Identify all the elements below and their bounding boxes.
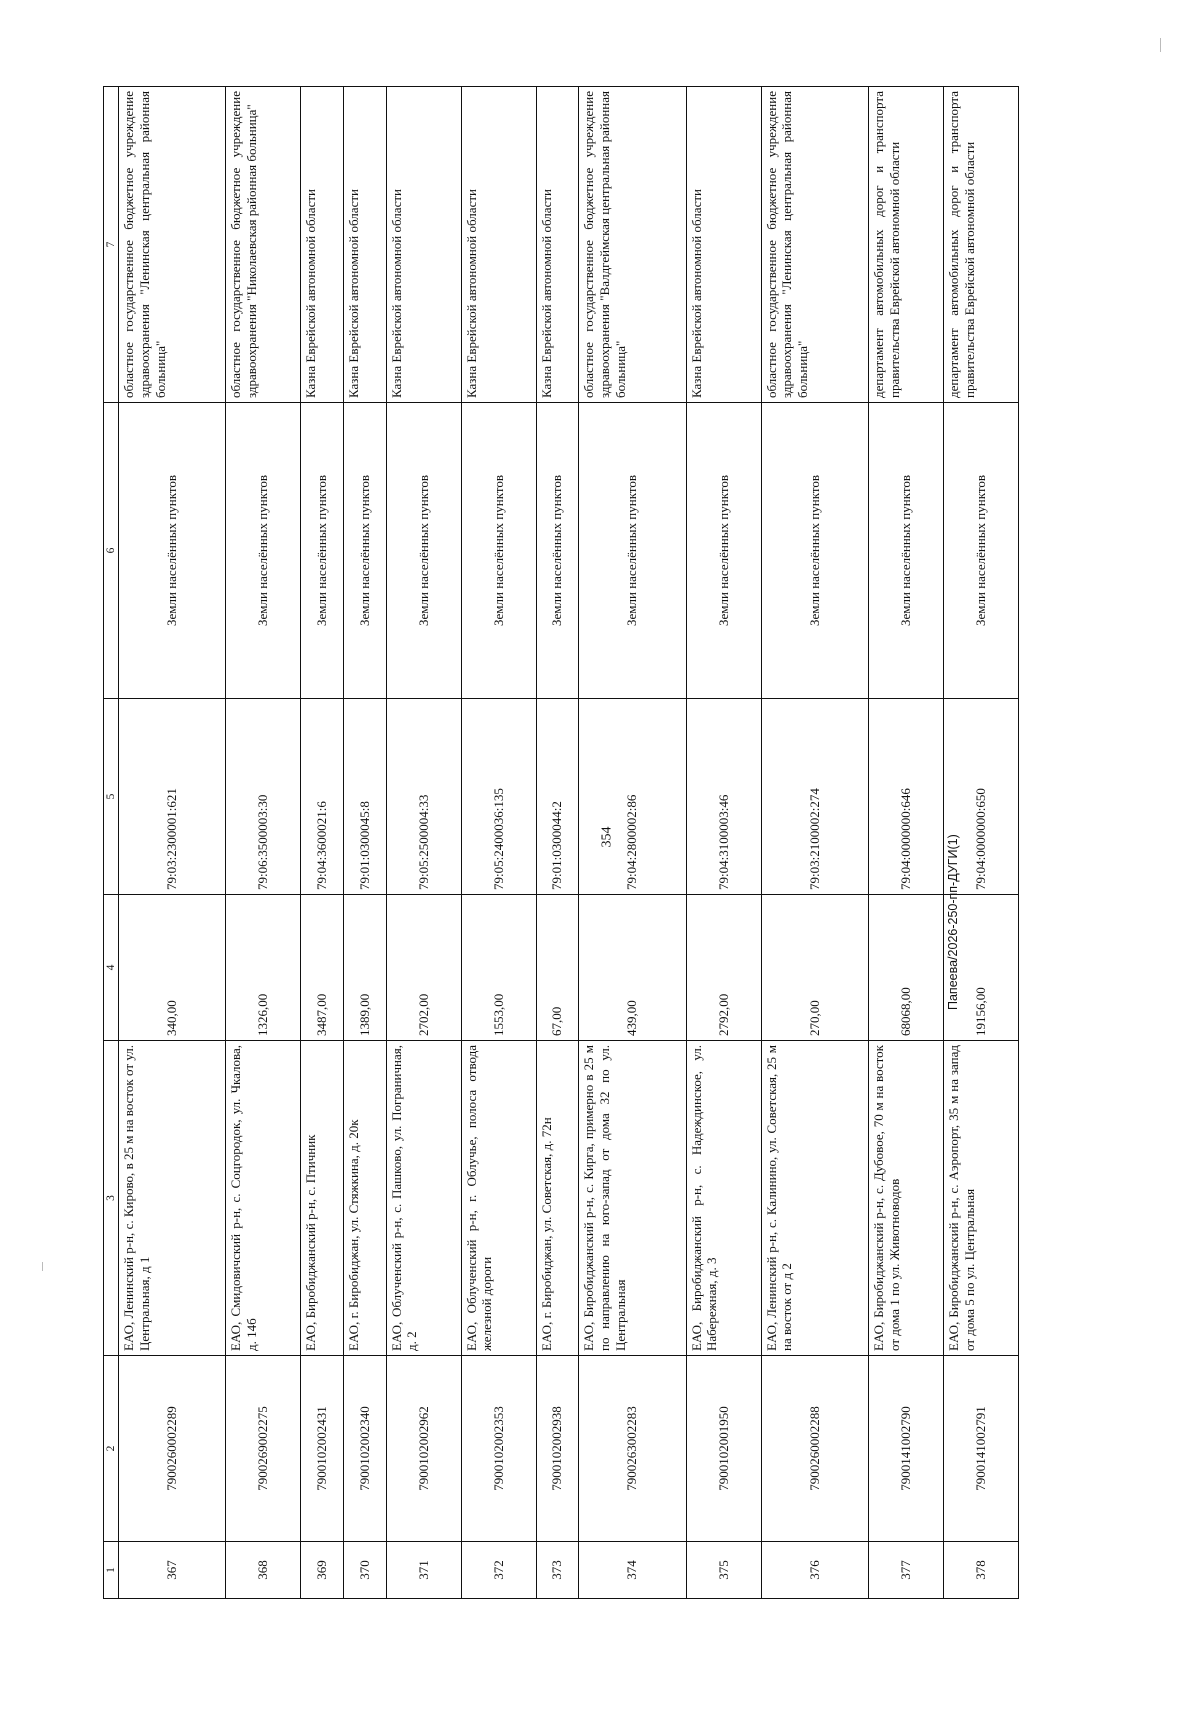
scan-mark-right — [1160, 38, 1161, 52]
row-number-cell: 377 — [868, 1542, 943, 1599]
column-header-4: 4 — [104, 895, 119, 1041]
area-cell: 439,00 — [579, 895, 686, 1041]
cadastral-number-cell: 79:04:3100003:46 — [686, 699, 761, 895]
page-number: 354 — [599, 826, 615, 848]
cadastral-number-cell: 79:01:0300045:8 — [343, 699, 386, 895]
row-number-cell: 375 — [686, 1542, 761, 1599]
area-cell: 1553,00 — [461, 895, 536, 1041]
table-row — [761, 87, 868, 1599]
row-number-cell: 378 — [943, 1542, 1018, 1599]
row-number-cell: 374 — [579, 1542, 686, 1599]
cadastral-number-cell: 79:03:2100002:274 — [761, 699, 868, 895]
row-number-cell: 368 — [226, 1542, 301, 1599]
land-category-cell: Земли населённых пунктов — [343, 403, 386, 699]
address-cell: ЕАО, г. Биробиджан, ул. Стяжкина, д. 20к — [343, 1041, 386, 1356]
table-row — [686, 87, 761, 1599]
area-cell: 1326,00 — [226, 895, 301, 1041]
address-cell: ЕАО, Биробиджанский р-н, с. Аэропорт, 35 м на запад от дома 5 по ул. Центральная — [943, 1041, 1018, 1356]
rightholder-cell: областное государственное бюджетное учреждение здравоохранения "Ленинская центральная районная больница" — [761, 87, 868, 403]
rightholder-cell: областное государственное бюджетное учреждение здравоохранения "Валдгеймская центральная районная больница" — [579, 87, 686, 403]
rightholder-cell: Казна Еврейской автономной области — [343, 87, 386, 403]
cadastral-number-cell: 79:06:3500003:30 — [226, 699, 301, 895]
address-cell: ЕАО, Облученский р-н, с. Пашково, ул. Пограничная, д. 2 — [386, 1041, 461, 1356]
cadastral-number-cell: 79:05:2500004:33 — [386, 699, 461, 895]
land-category-cell: Земли населённых пунктов — [536, 403, 579, 699]
land-category-cell: Земли населённых пунктов — [119, 403, 226, 699]
table-row — [868, 87, 943, 1599]
cadastral-number-cell: 79:04:0000000:650 — [943, 699, 1018, 895]
rightholder-cell: областное государственное бюджетное учреждение здравоохранения "Николаевская районная больница" — [226, 87, 301, 403]
table-row — [536, 87, 579, 1599]
land-category-cell: Земли населённых пунктов — [579, 403, 686, 699]
cadastral-number-cell: 79:03:2300001:621 — [119, 699, 226, 895]
area-cell: 1389,00 — [343, 895, 386, 1041]
table-row — [461, 87, 536, 1599]
registry-number-cell: 7900102001950 — [686, 1356, 761, 1542]
column-header-5: 5 — [104, 699, 119, 895]
column-header-3: 3 — [104, 1041, 119, 1356]
cadastral-number-cell: 79:04:3600021:6 — [301, 699, 344, 895]
land-category-cell: Земли населённых пунктов — [386, 403, 461, 699]
table-row — [343, 87, 386, 1599]
land-category-cell: Земли населённых пунктов — [301, 403, 344, 699]
area-cell: 270,00 — [761, 895, 868, 1041]
area-cell: 2792,00 — [686, 895, 761, 1041]
scan-mark-left — [42, 1262, 43, 1271]
header-row — [104, 87, 119, 1599]
rightholder-cell: Казна Еврейской автономной области — [686, 87, 761, 403]
table-row — [579, 87, 686, 1599]
column-header-6: 6 — [104, 403, 119, 699]
row-number-cell: 373 — [536, 1542, 579, 1599]
rightholder-cell: Казна Еврейской автономной области — [301, 87, 344, 403]
registry-number-cell: 7900260002289 — [119, 1356, 226, 1542]
registry-number-cell: 7900260002288 — [761, 1356, 868, 1542]
rightholder-cell: Казна Еврейской автономной области — [386, 87, 461, 403]
address-cell: ЕАО, Биробиджанский р-н, с. Дубовое, 70 м на восток от дома 1 по ул. Животноводов — [868, 1041, 943, 1356]
registry-number-cell: 7900102002353 — [461, 1356, 536, 1542]
registry-number-cell: 7900141002791 — [943, 1356, 1018, 1542]
address-cell: ЕАО, Биробиджанский р-н, с. Кирга, примерно в 25 м по направлению на юго-запад от дома 32 по ул. Центральная — [579, 1041, 686, 1356]
table-row — [301, 87, 344, 1599]
table-row — [119, 87, 226, 1599]
cadastral-number-cell: 79:04:2800002:86 — [579, 699, 686, 895]
registry-number-cell: 7900102002938 — [536, 1356, 579, 1542]
address-cell: ЕАО, Смидовичский р-н, с. Соцгородок, ул. Чкалова, д. 14б — [226, 1041, 301, 1356]
cadastral-number-cell: 79:05:2400036:135 — [461, 699, 536, 895]
land-category-cell: Земли населённых пунктов — [761, 403, 868, 699]
row-number-cell: 367 — [119, 1542, 226, 1599]
row-number-cell: 369 — [301, 1542, 344, 1599]
area-cell: 67,00 — [536, 895, 579, 1041]
table-row — [226, 87, 301, 1599]
table-row — [386, 87, 461, 1599]
cadastral-number-cell: 79:04:0000000:646 — [868, 699, 943, 895]
address-cell: ЕАО, Ленинский р-н, с. Кирово, в 25 м на восток от ул. Центральная, д 1 — [119, 1041, 226, 1356]
land-category-cell: Земли населённых пунктов — [943, 403, 1018, 699]
land-category-cell: Земли населённых пунктов — [686, 403, 761, 699]
registry-number-cell: 7900102002340 — [343, 1356, 386, 1542]
cadastral-number-cell: 79:01:0300044:2 — [536, 699, 579, 895]
rightholder-cell: департамент автомобильных дорог и транспорта правительства Еврейской автономной области — [868, 87, 943, 403]
rightholder-cell: Казна Еврейской автономной области — [461, 87, 536, 403]
address-cell: ЕАО, Биробиджанский р-н, с. Надеждинское, ул. Набережная, д. 3 — [686, 1041, 761, 1356]
land-registry-table-wrapper — [103, 87, 1019, 1599]
rightholder-cell: департамент автомобильных дорог и транспорта правительства Еврейской автономной области — [943, 87, 1018, 403]
land-category-cell: Земли населённых пунктов — [461, 403, 536, 699]
document-code: Папеева/2026-250-пп-ДУГИ(1) — [946, 834, 960, 1010]
address-cell: ЕАО, Биробиджанский р-н, с. Птичник — [301, 1041, 344, 1356]
area-cell: 19156,00 — [943, 895, 1018, 1041]
row-number-cell: 376 — [761, 1542, 868, 1599]
column-header-7: 7 — [104, 87, 119, 403]
address-cell: ЕАО, г. Биробиджан, ул. Советская, д. 72н — [536, 1041, 579, 1356]
registry-number-cell: 7900102002431 — [301, 1356, 344, 1542]
column-header-2: 2 — [104, 1356, 119, 1542]
area-cell: 2702,00 — [386, 895, 461, 1041]
column-header-1: 1 — [104, 1542, 119, 1599]
row-number-cell: 372 — [461, 1542, 536, 1599]
address-cell: ЕАО, Облученский р-н, г. Облучье, полоса отвода железной дороги — [461, 1041, 536, 1356]
land-category-cell: Земли населённых пунктов — [868, 403, 943, 699]
area-cell: 340,00 — [119, 895, 226, 1041]
registry-number-cell: 7900102002962 — [386, 1356, 461, 1542]
row-number-cell: 371 — [386, 1542, 461, 1599]
address-cell: ЕАО, Ленинский р-н, с. Калинино, ул. Советская, 25 м на восток от д 2 — [761, 1041, 868, 1356]
rightholder-cell: Казна Еврейской автономной области — [536, 87, 579, 403]
rightholder-cell: областное государственное бюджетное учреждение здравоохранения "Ленинская центральная районная больница" — [119, 87, 226, 403]
land-category-cell: Земли населённых пунктов — [226, 403, 301, 699]
land-registry-table — [103, 86, 1019, 1599]
area-cell: 3487,00 — [301, 895, 344, 1041]
registry-number-cell: 7900269002275 — [226, 1356, 301, 1542]
registry-number-cell: 7900141002790 — [868, 1356, 943, 1542]
area-cell: 68068,00 — [868, 895, 943, 1041]
row-number-cell: 370 — [343, 1542, 386, 1599]
registry-number-cell: 7900263002283 — [579, 1356, 686, 1542]
